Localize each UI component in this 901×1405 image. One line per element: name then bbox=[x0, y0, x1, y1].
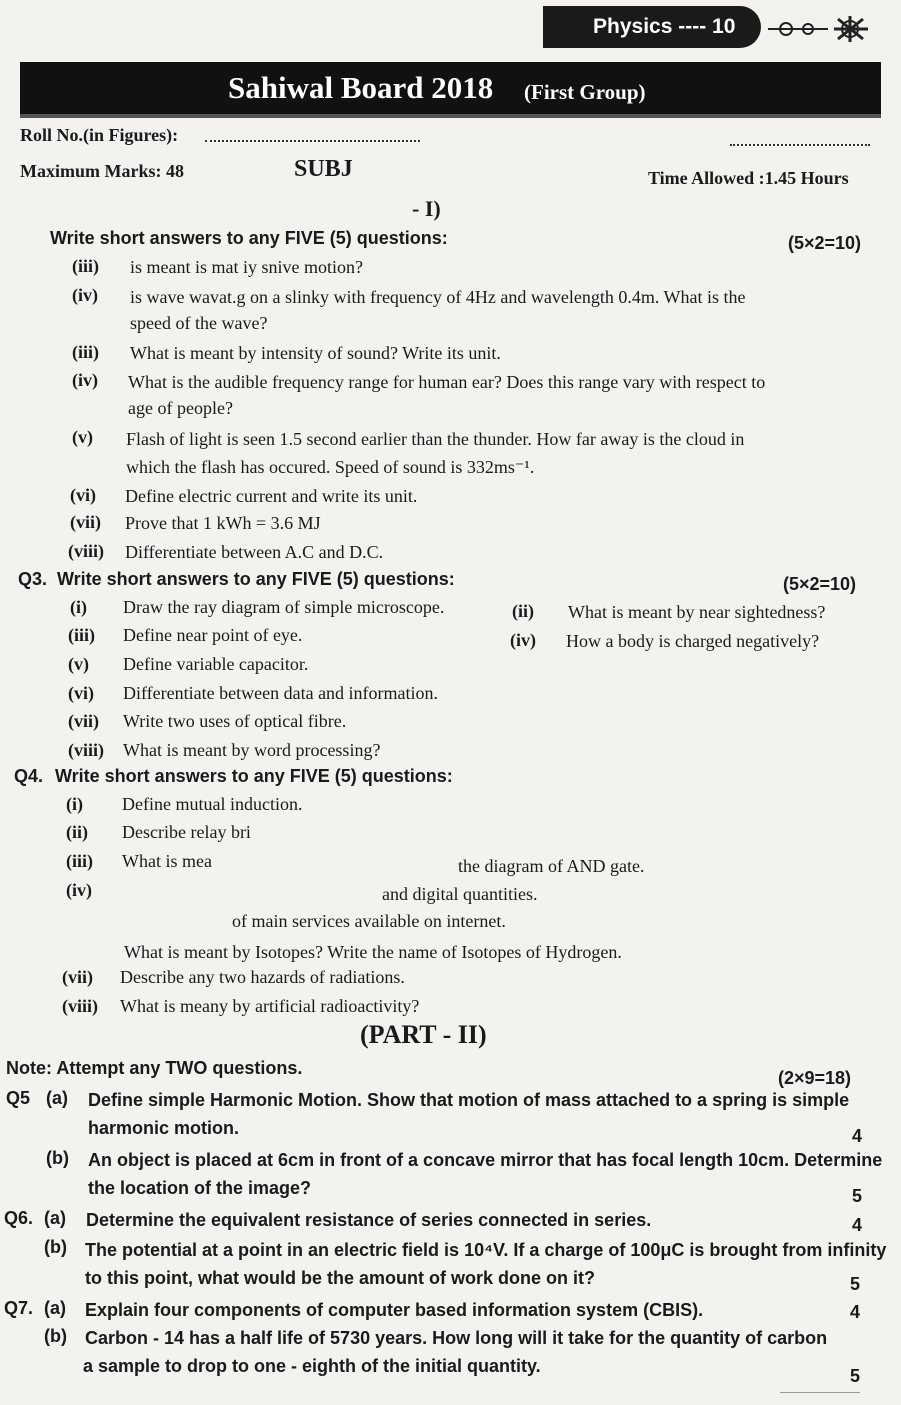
q3-marks: (5×2=10) bbox=[783, 574, 857, 594]
q3-item-text: Define near point of eye. bbox=[123, 625, 303, 645]
part2-marks: (2×9=18) bbox=[778, 1068, 852, 1088]
q4-heading: Write short answers to any FIVE (5) questions: bbox=[55, 766, 453, 786]
q2-item-num: (vi) bbox=[70, 485, 96, 505]
ornament-icon bbox=[768, 14, 878, 44]
q2-item-num: (iii) bbox=[72, 342, 99, 362]
q6-b-text-cont: to this point, what would be the amount of work done on it? bbox=[85, 1268, 595, 1288]
part2-title: (PART - II) bbox=[360, 1020, 487, 1049]
q3-item-num: (i) bbox=[70, 597, 87, 617]
q5-b-text: An object is placed at 6cm in front of a concave mirror that has focal length 10cm. Determine bbox=[88, 1150, 883, 1170]
roll-dotted-line-right bbox=[730, 144, 870, 146]
q4-item-text: Describe any two hazards of radiations. bbox=[120, 967, 405, 987]
roll-dotted-line bbox=[205, 140, 420, 142]
q3-item-text: How a body is charged negatively? bbox=[566, 631, 820, 651]
q6-b-num: (b) bbox=[44, 1237, 67, 1257]
q7-a-num: (a) bbox=[44, 1298, 66, 1318]
q5-a-text-cont: harmonic motion. bbox=[88, 1118, 240, 1138]
part1-title: - I) bbox=[412, 196, 441, 221]
q5-b-num: (b) bbox=[46, 1148, 69, 1168]
q3-item-num: (iv) bbox=[510, 630, 536, 650]
q6-label: Q6. bbox=[4, 1208, 34, 1228]
q4-item-num: (vii) bbox=[62, 967, 93, 987]
q3-item-text: What is meant by word processing? bbox=[123, 740, 381, 760]
q3-heading: Write short answers to any FIVE (5) questions: bbox=[57, 569, 455, 589]
q2-item-text: What is meant by intensity of sound? Write its unit. bbox=[130, 343, 501, 363]
q3-item-num: (viii) bbox=[68, 740, 104, 760]
q4-item-num: (iv) bbox=[66, 880, 92, 900]
q2-item-text-cont: which the flash has occured. Speed of sound is 332ms⁻¹. bbox=[126, 457, 535, 477]
bottom-rule bbox=[780, 1392, 860, 1393]
q5-a-text: Define simple Harmonic Motion. Show that motion of mass attached to a spring is simple bbox=[88, 1090, 850, 1110]
q7-b-text: Carbon - 14 has a half life of 5730 years. How long will it take for the quantity of carbon bbox=[85, 1328, 828, 1348]
q5-b-marks: 5 bbox=[852, 1186, 863, 1206]
q3-item-text: Differentiate between data and information. bbox=[123, 683, 439, 703]
q2-item-num: (v) bbox=[72, 427, 93, 447]
q6-b-text: The potential at a point in an electric field is 10⁴V. If a charge of 100μC is brought from infinity bbox=[85, 1240, 887, 1260]
q5-a-marks: 4 bbox=[852, 1126, 863, 1146]
q6-b-marks: 5 bbox=[850, 1274, 861, 1294]
q5-label: Q5 bbox=[6, 1088, 31, 1108]
q3-item-text: Define variable capacitor. bbox=[123, 654, 309, 674]
q3-item-num: (v) bbox=[68, 654, 89, 674]
q3-item-num: (iii) bbox=[68, 625, 95, 645]
q3-item-num: (vii) bbox=[68, 711, 99, 731]
q2-item-text: is wave wavat.g on a slinky with frequency of 4Hz and wavelength 0.4m. What is the bbox=[130, 287, 746, 307]
q4-item-text-fragment: the diagram of AND gate. bbox=[458, 856, 645, 876]
q7-b-text-cont: a sample to drop to one - eighth of the initial quantity. bbox=[83, 1356, 541, 1376]
max-marks: Maximum Marks: 48 bbox=[20, 161, 184, 181]
q2-item-text: What is the audible frequency range for human ear? Does this range vary with respect to bbox=[128, 372, 766, 392]
time-allowed: Time Allowed :1.45 Hours bbox=[648, 168, 849, 188]
q4-item-num: (ii) bbox=[66, 822, 88, 842]
q2-item-num: (vii) bbox=[70, 512, 101, 532]
subject-label: SUBJ bbox=[294, 156, 353, 182]
q2-item-text: is meant is mat iy snive motion? bbox=[130, 257, 363, 277]
q3-item-num: (ii) bbox=[512, 601, 534, 621]
q2-heading: Write short answers to any FIVE (5) questions: bbox=[50, 228, 448, 248]
q4-label: Q4. bbox=[14, 766, 44, 786]
q4-item-text: What is meany by artificial radioactivity? bbox=[120, 996, 420, 1016]
q7-label: Q7. bbox=[4, 1298, 34, 1318]
part2-note: Note: Attempt any TWO questions. bbox=[6, 1058, 303, 1078]
q4-item-text: Describe relay bri bbox=[122, 822, 251, 842]
q2-item-num: (iii) bbox=[72, 256, 99, 276]
q2-item-num: (viii) bbox=[68, 541, 104, 561]
q3-item-text: Draw the ray diagram of simple microscope. bbox=[123, 597, 445, 617]
group-label: (First Group) bbox=[524, 80, 646, 104]
board-title: Sahiwal Board 2018 bbox=[228, 70, 494, 105]
q3-label: Q3. bbox=[18, 569, 48, 589]
q3-item-num: (vi) bbox=[68, 683, 94, 703]
q4-item-num: (iii) bbox=[66, 851, 93, 871]
q2-item-text: Flash of light is seen 1.5 second earlier than the thunder. How far away is the cloud in bbox=[126, 429, 745, 449]
q4-item-num: (viii) bbox=[62, 996, 98, 1016]
q2-marks: (5×2=10) bbox=[788, 233, 862, 253]
q4-item-text-fragment: and digital quantities. bbox=[382, 884, 538, 904]
subject-tab: Physics ---- 10 bbox=[543, 6, 761, 48]
q4-item-text: What is meant by Isotopes? Write the name of Isotopes of Hydrogen. bbox=[124, 942, 622, 962]
q2-item-text: Differentiate between A.C and D.C. bbox=[125, 542, 384, 562]
q6-a-marks: 4 bbox=[852, 1215, 863, 1235]
q7-a-marks: 4 bbox=[850, 1302, 861, 1322]
q2-item-text: Prove that 1 kWh = 3.6 MJ bbox=[125, 513, 321, 533]
q4-item-text: Define mutual induction. bbox=[122, 794, 303, 814]
q5-b-text-cont: the location of the image? bbox=[88, 1178, 312, 1198]
q6-a-text: Determine the equivalent resistance of series connected in series. bbox=[86, 1210, 652, 1230]
q6-a-num: (a) bbox=[44, 1208, 66, 1228]
q7-b-marks: 5 bbox=[850, 1366, 861, 1386]
q4-item-text: What is mea bbox=[122, 851, 212, 871]
q7-a-text: Explain four components of computer based information system (CBIS). bbox=[85, 1300, 704, 1320]
roll-label: Roll No.(in Figures): bbox=[20, 125, 179, 145]
q7-b-num: (b) bbox=[44, 1326, 67, 1346]
q4-item-num: (i) bbox=[66, 794, 83, 814]
q4-item-text-fragment: of main services available on internet. bbox=[232, 911, 506, 931]
q2-item-text-cont: age of people? bbox=[128, 398, 233, 418]
q2-item-num: (iv) bbox=[72, 370, 98, 390]
q3-item-text: What is meant by near sightedness? bbox=[568, 602, 826, 622]
q2-item-text: Define electric current and write its unit. bbox=[125, 486, 418, 506]
q5-a-num: (a) bbox=[46, 1088, 68, 1108]
q2-item-text-cont: speed of the wave? bbox=[130, 313, 268, 333]
q2-item-num: (iv) bbox=[72, 285, 98, 305]
q3-item-text: Write two uses of optical fibre. bbox=[123, 711, 347, 731]
